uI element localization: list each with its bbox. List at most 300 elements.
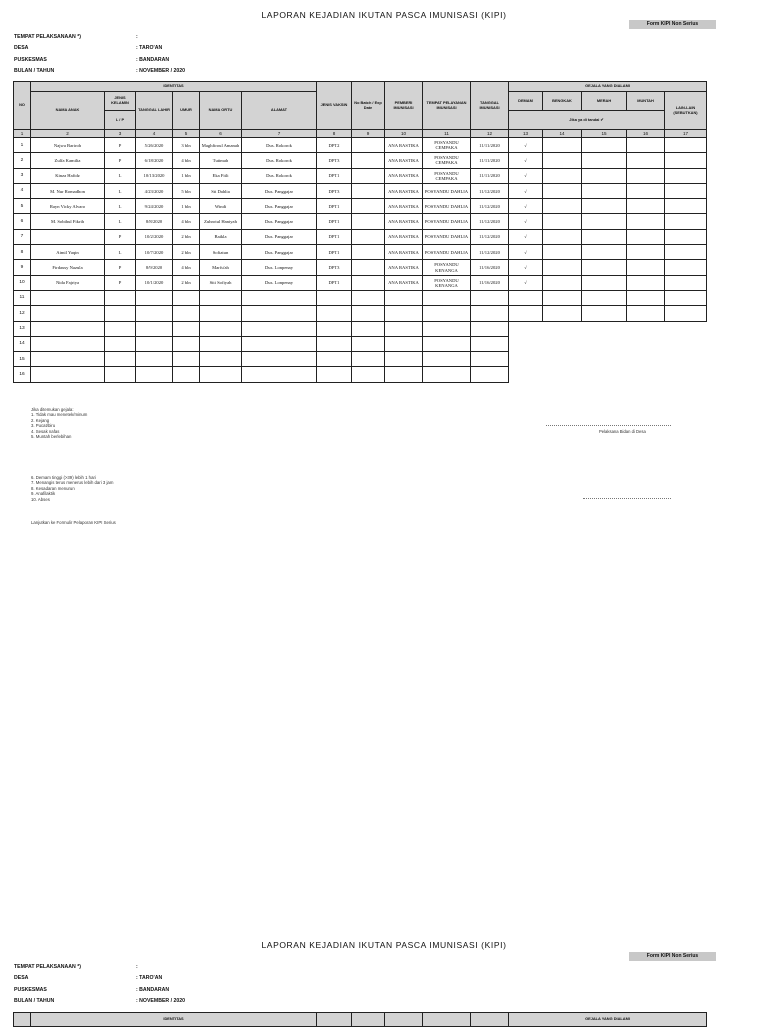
cell-empty	[543, 275, 582, 290]
cell-no: 5	[14, 199, 31, 214]
cell-empty	[665, 290, 707, 305]
cell-nama: Rayn Vicky Alvaro	[31, 199, 105, 214]
cell-empty	[31, 367, 105, 382]
cell-empty	[665, 183, 707, 198]
table-row	[14, 214, 707, 229]
cell-empty	[665, 168, 707, 183]
note-item: 3. Pucat/biru	[31, 423, 56, 429]
cell-tgl-lahir: 10/2/2020	[136, 229, 173, 244]
cell-blank	[509, 336, 543, 351]
cell-batch	[352, 168, 385, 183]
cell-blank	[543, 321, 582, 336]
table-row	[14, 183, 707, 198]
cell-tempat: POSYANDU DAHLIA	[423, 245, 471, 260]
cell-empty	[543, 214, 582, 229]
cell-empty	[317, 290, 352, 305]
cell-empty	[543, 229, 582, 244]
cell-empty	[385, 367, 423, 382]
col-number: 1	[14, 130, 31, 138]
cell-tgl-imun: 11/12/2020	[471, 183, 509, 198]
cell-empty	[582, 214, 627, 229]
cell-empty	[200, 336, 242, 351]
meta-label: PUSKESMAS	[14, 56, 47, 63]
cell-empty	[582, 153, 627, 168]
cell-tgl-lahir: 9/24/2020	[136, 199, 173, 214]
cell-vaksin: DPT2	[317, 138, 352, 153]
table-row-empty	[14, 321, 707, 336]
cell-empty	[352, 290, 385, 305]
cell-pemberi: ANA RASTIKA	[385, 153, 423, 168]
cell-demam: √	[509, 138, 543, 153]
cell-empty	[543, 138, 582, 153]
cell-empty	[627, 290, 665, 305]
cell-tempat: POSYANDU DAHLIA	[423, 229, 471, 244]
cell-tgl-lahir: 10/13/2020	[136, 168, 173, 183]
cell-pemberi: ANA RASTIKA	[385, 168, 423, 183]
cell-empty	[665, 275, 707, 290]
cell-empty	[627, 260, 665, 275]
cell-empty	[509, 306, 543, 321]
meta-value: :	[136, 964, 138, 970]
cell-no: 10	[14, 275, 31, 290]
cell-empty	[105, 352, 136, 367]
cell-tgl-lahir: 8/8/2020	[136, 214, 173, 229]
cell-blank	[509, 321, 543, 336]
header-merah: MERAH	[582, 92, 627, 111]
cell-blank	[627, 352, 665, 367]
col-number: 12	[471, 130, 509, 138]
cell-empty	[242, 321, 317, 336]
col-number: 5	[173, 130, 200, 138]
cell-vaksin: DPT3	[317, 260, 352, 275]
cell-batch	[352, 260, 385, 275]
cell-jk: P	[105, 275, 136, 290]
col-number: 7	[242, 130, 317, 138]
header-bengkak: BENGKAK	[543, 92, 582, 111]
cell-demam: √	[509, 245, 543, 260]
meta-value: : BANDARAN	[136, 986, 170, 993]
symptom-notes-serious	[31, 475, 113, 502]
meta-value: : TARO'AN	[136, 45, 163, 52]
cell-empty	[665, 260, 707, 275]
cell-alamat: Dus. Lonpenay	[242, 275, 317, 290]
cell-vaksin: DPT1	[317, 168, 352, 183]
cell-demam: √	[509, 153, 543, 168]
col-number: 13	[509, 130, 543, 138]
cell-blank	[509, 352, 543, 367]
header-gejala: GEJALA YANG DIALAMI	[509, 1013, 707, 1027]
cell-umur: 5 bln	[173, 183, 200, 198]
kipi-report-table-page2	[13, 1012, 707, 1027]
note-item: 7. Menangis terus menerus lebih dari 3 jam	[31, 480, 114, 486]
cell-batch	[352, 153, 385, 168]
cell-nama: Nida Fajriya	[31, 275, 105, 290]
cell-empty	[582, 290, 627, 305]
report-title-page2: LAPORAN KEJADIAN IKUTAN PASCA IMUNISASI (KIPI)	[261, 940, 507, 950]
cell-demam: √	[509, 229, 543, 244]
cell-umur: 3 bln	[173, 138, 200, 153]
cell-empty	[627, 229, 665, 244]
cell-empty	[200, 321, 242, 336]
meta-label: DESA	[14, 975, 29, 982]
cell-blank	[665, 352, 707, 367]
col-number: 14	[543, 130, 582, 138]
cell-pemberi: ANA RASTIKA	[385, 183, 423, 198]
table-row-empty	[14, 290, 707, 305]
cell-empty	[242, 336, 317, 351]
cell-pemberi: ANA RASTIKA	[385, 245, 423, 260]
col-number: 9	[352, 130, 385, 138]
cell-pemberi: ANA RASTIKA	[385, 275, 423, 290]
cell-vaksin: DPT1	[317, 229, 352, 244]
cell-alamat: Dus. Panggajar	[242, 214, 317, 229]
cell-tgl-imun: 11/16/2020	[471, 275, 509, 290]
cell-no: 15	[14, 352, 31, 367]
note-item: 10. Abses	[31, 496, 50, 502]
cell-empty	[627, 138, 665, 153]
cell-empty	[509, 290, 543, 305]
cell-empty	[317, 367, 352, 382]
cell-empty	[136, 367, 173, 382]
table-row	[14, 275, 707, 290]
cell-empty	[200, 367, 242, 382]
meta-label: BULAN / TAHUN	[14, 997, 55, 1004]
cell-empty	[543, 245, 582, 260]
cell-tgl-lahir: 8/9/2020	[136, 260, 173, 275]
cell-tempat: POSYANDU CEMPAKA	[423, 168, 471, 183]
cell-empty	[582, 199, 627, 214]
cell-empty	[173, 306, 200, 321]
cell-umur: 2 bln	[173, 245, 200, 260]
header-tanggal-lahir: TANGGAL LAHIR	[136, 92, 173, 130]
header-lp: L / P	[105, 111, 136, 130]
cell-empty	[582, 229, 627, 244]
meta-value: :	[136, 34, 138, 40]
cell-umur: 1 bln	[173, 168, 200, 183]
cell-empty	[105, 321, 136, 336]
cell-empty	[31, 352, 105, 367]
cell-empty	[582, 306, 627, 321]
cell-blank	[582, 352, 627, 367]
cell-blank	[543, 367, 582, 382]
meta-label: BULAN / TAHUN	[14, 67, 55, 74]
cell-empty	[471, 306, 509, 321]
cell-batch	[352, 275, 385, 290]
cell-ortu: Tutimah	[200, 153, 242, 168]
cell-alamat: Dus. Panggajar	[242, 245, 317, 260]
cell-nama: Kinza Hafidz	[31, 168, 105, 183]
cell-jk: P	[105, 260, 136, 275]
cell-empty	[352, 306, 385, 321]
table-row-empty	[14, 336, 707, 351]
meta-label: DESA	[14, 45, 29, 52]
cell-empty	[200, 352, 242, 367]
cell-empty	[471, 352, 509, 367]
cell-umur: 4 bln	[173, 153, 200, 168]
cell-blank	[543, 352, 582, 367]
cell-empty	[352, 367, 385, 382]
cell-umur: 2 bln	[173, 275, 200, 290]
cell-ortu: Zuhrotul Haniyah	[200, 214, 242, 229]
meta-label: PUSKESMAS	[14, 986, 47, 993]
header-nama-ortu: NAMA ORTU	[200, 92, 242, 130]
cell-empty	[385, 352, 423, 367]
cell-vaksin: DPT1	[317, 214, 352, 229]
cell-empty	[543, 260, 582, 275]
cell-umur: 1 bln	[173, 199, 200, 214]
cell-jk: P	[105, 138, 136, 153]
header-tanggal-imunisasi: TANGGAL IMUNISASI	[471, 82, 509, 130]
table-row	[14, 260, 707, 275]
cell-tgl-imun: 11/12/2020	[471, 214, 509, 229]
col-number: 10	[385, 130, 423, 138]
cell-empty	[582, 260, 627, 275]
cell-vaksin: DPT1	[317, 245, 352, 260]
table-row	[14, 138, 707, 153]
cell-empty	[582, 275, 627, 290]
cell-ortu: Marfu'ah	[200, 260, 242, 275]
header-no: NO	[14, 82, 31, 130]
cell-pemberi: ANA RASTIKA	[385, 260, 423, 275]
cell-demam: √	[509, 183, 543, 198]
cell-empty	[665, 214, 707, 229]
cell-blank	[627, 367, 665, 382]
meta-value: : BANDARAN	[136, 56, 170, 63]
cell-jk: L	[105, 183, 136, 198]
cell-empty	[543, 183, 582, 198]
notes-intro: Jika ditemukan gejala:	[31, 407, 74, 412]
note-item: 6. Demam tinggi (>39) lebih 1 hari	[31, 475, 96, 480]
cell-empty	[242, 367, 317, 382]
cell-no: 11	[14, 290, 31, 305]
cell-empty	[423, 290, 471, 305]
signature-label: Pelaksana Bidan di Desa	[599, 429, 646, 434]
cell-empty	[471, 290, 509, 305]
header-identitas: IDENTITAS	[31, 82, 317, 92]
col-number: 8	[317, 130, 352, 138]
cell-batch	[352, 214, 385, 229]
cell-empty	[471, 336, 509, 351]
header-muntah: MUNTAH	[627, 92, 665, 111]
cell-tgl-imun: 11/11/2020	[471, 153, 509, 168]
table-row	[14, 153, 707, 168]
cell-nama: Zulfa Kamilia	[31, 153, 105, 168]
cell-jk: L	[105, 199, 136, 214]
cell-empty	[31, 290, 105, 305]
cell-empty	[385, 290, 423, 305]
cell-empty	[543, 153, 582, 168]
note-item: 4. Sesak nafas	[31, 428, 60, 434]
note-item: 8. Kesadaran menurun	[31, 485, 75, 491]
cell-ortu: Baikla	[200, 229, 242, 244]
cell-empty	[543, 168, 582, 183]
note-item: 1. Tidak mau menetek/minum	[31, 412, 88, 418]
meta-value: : TARO'AN	[136, 975, 163, 982]
cell-blank	[627, 336, 665, 351]
cell-jk: L	[105, 214, 136, 229]
cell-empty	[665, 245, 707, 260]
cell-empty	[31, 306, 105, 321]
cell-empty	[173, 321, 200, 336]
cell-empty	[242, 306, 317, 321]
cell-no: 8	[14, 245, 31, 260]
header-identitas: IDENTITAS	[31, 1013, 317, 1027]
col-number: 6	[200, 130, 242, 138]
cell-vaksin: DPT1	[317, 275, 352, 290]
cell-demam: √	[509, 260, 543, 275]
cell-ortu: Maghfiroul Amanah	[200, 138, 242, 153]
cell-empty	[582, 168, 627, 183]
cell-tempat: POSYANDU DAHLIA	[423, 183, 471, 198]
cell-umur: 4 bln	[173, 214, 200, 229]
cell-empty	[543, 306, 582, 321]
cell-empty	[665, 153, 707, 168]
signature-line	[546, 425, 671, 426]
cell-vaksin: DPT3	[317, 153, 352, 168]
cell-demam: √	[509, 168, 543, 183]
cell-umur: 2 bln	[173, 229, 200, 244]
cell-no: 14	[14, 336, 31, 351]
cell-pemberi: ANA RASTIKA	[385, 138, 423, 153]
cell-batch	[352, 245, 385, 260]
cell-ortu: Siti Sofiyah	[200, 275, 242, 290]
cell-empty	[627, 245, 665, 260]
cell-empty	[105, 306, 136, 321]
cell-empty	[627, 275, 665, 290]
col-number: 11	[423, 130, 471, 138]
cell-empty	[317, 306, 352, 321]
cell-empty	[385, 306, 423, 321]
form-type-badge-page2: Form KIPI Non Serius	[629, 952, 716, 961]
cell-blank	[665, 321, 707, 336]
cell-ortu: Sti Dahlia	[200, 183, 242, 198]
cell-empty	[423, 321, 471, 336]
header-alamat: ALAMAT	[242, 92, 317, 130]
cell-alamat: Dus. Panggajar	[242, 183, 317, 198]
cell-no: 3	[14, 168, 31, 183]
note-item: 9. Anafilaktik	[31, 491, 56, 497]
cell-demam: √	[509, 214, 543, 229]
cell-tgl-lahir: 10/7/2020	[136, 245, 173, 260]
header-jenis-kelamin: JENIS KELAMIN	[105, 92, 136, 111]
cell-jk: P	[105, 229, 136, 244]
cell-alamat: Dus. Rokorok	[242, 168, 317, 183]
cell-empty	[352, 321, 385, 336]
cell-umur: 4 bln	[173, 260, 200, 275]
cell-ortu: Sofiatun	[200, 245, 242, 260]
cell-empty	[31, 321, 105, 336]
form-type-badge: Form KIPI Non Serius	[629, 20, 716, 29]
table-row-empty	[14, 367, 707, 382]
cell-empty	[665, 306, 707, 321]
cell-nama: M. Sobihul Fikrih	[31, 214, 105, 229]
cell-no: 9	[14, 260, 31, 275]
column-number-row	[14, 130, 707, 138]
header-nama-anak: NAMA ANAK	[31, 92, 105, 130]
cell-no: 2	[14, 153, 31, 168]
cell-no: 7	[14, 229, 31, 244]
cell-demam: √	[509, 275, 543, 290]
cell-blank	[665, 367, 707, 382]
cell-nama: Najwa Bariroh	[31, 138, 105, 153]
cell-nama	[31, 229, 105, 244]
cell-no: 12	[14, 306, 31, 321]
cell-empty	[200, 290, 242, 305]
cell-alamat: Dus. Lonpenay	[242, 260, 317, 275]
cell-empty	[582, 138, 627, 153]
header-gejala: GEJALA YANG DIALAMI	[509, 82, 707, 92]
cell-empty	[627, 153, 665, 168]
cell-ortu: Eka Fitli	[200, 168, 242, 183]
table-row	[14, 245, 707, 260]
col-number: 4	[136, 130, 173, 138]
cell-pemberi: ANA RASTIKA	[385, 229, 423, 244]
cell-tgl-lahir: 5/26/2020	[136, 138, 173, 153]
table-row	[14, 199, 707, 214]
cell-empty	[471, 367, 509, 382]
header-demam: DEMAM	[509, 92, 543, 111]
note-item: 5. Muntah berlebihan	[31, 434, 72, 440]
cell-alamat: Dus. Panggajar	[242, 199, 317, 214]
cell-empty	[423, 367, 471, 382]
cell-no: 16	[14, 367, 31, 382]
cell-empty	[200, 306, 242, 321]
cell-empty	[136, 336, 173, 351]
cell-nama: M. Nur Romadhon	[31, 183, 105, 198]
cell-empty	[423, 352, 471, 367]
cell-batch	[352, 229, 385, 244]
meta-label: TEMPAT PELAKSANAAN *)	[14, 964, 81, 970]
col-number: 17	[665, 130, 707, 138]
cell-alamat: Dus. Rokorok	[242, 138, 317, 153]
cell-tempat: POSYANDU KENANGA	[423, 260, 471, 275]
cell-tempat: POSYANDU CEMPAKA	[423, 153, 471, 168]
notes-footer: Lanjutkan ke Formulir Pelaporan KIPI Serius	[31, 520, 116, 525]
cell-demam: √	[509, 199, 543, 214]
cell-pemberi: ANA RASTIKA	[385, 214, 423, 229]
cell-empty	[136, 321, 173, 336]
note-item: 2. Kejang	[31, 417, 50, 423]
cell-tgl-imun: 11/12/2020	[471, 229, 509, 244]
cell-empty	[317, 336, 352, 351]
cell-empty	[173, 352, 200, 367]
meta-label: TEMPAT PELAKSANAAN *)	[14, 34, 81, 40]
cell-empty	[627, 306, 665, 321]
cell-vaksin: DPT1	[317, 199, 352, 214]
cell-empty	[665, 229, 707, 244]
cell-no: 4	[14, 183, 31, 198]
cell-empty	[582, 183, 627, 198]
cell-empty	[385, 336, 423, 351]
header-jenis-vaksin: JENIS VAKSIN	[317, 82, 352, 130]
cell-alamat: Dus. Rokorok	[242, 153, 317, 168]
table-row-empty	[14, 352, 707, 367]
cell-empty	[105, 367, 136, 382]
cell-empty	[627, 214, 665, 229]
col-number: 3	[105, 130, 136, 138]
cell-empty	[242, 352, 317, 367]
col-number: 16	[627, 130, 665, 138]
cell-blank	[582, 336, 627, 351]
cell-empty	[385, 321, 423, 336]
table-row-empty	[14, 306, 707, 321]
cell-tempat: POSYANDU KENANGA	[423, 275, 471, 290]
cell-no: 6	[14, 214, 31, 229]
cell-empty	[352, 336, 385, 351]
cell-empty	[136, 290, 173, 305]
report-title: LAPORAN KEJADIAN IKUTAN PASCA IMUNISASI (KIPI)	[261, 10, 507, 20]
cell-batch	[352, 183, 385, 198]
